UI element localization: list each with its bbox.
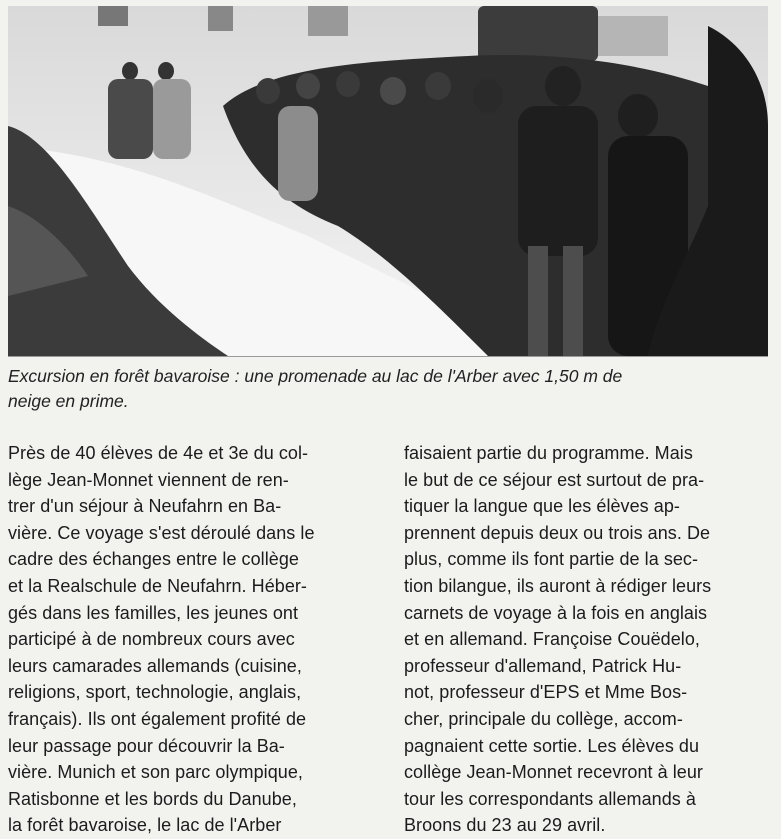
article-line: Broons du 23 au 29 avril. <box>404 815 606 836</box>
article-line: tion bilangue, ils auront à rédiger leurs <box>404 575 712 596</box>
article-line: prennent depuis deux ou trois ans. De <box>404 522 711 543</box>
article-line: Ratisbonne et les bords du Danube, <box>8 788 297 809</box>
news-photo <box>8 6 768 357</box>
article-line: not, professeur d'EPS et Mme Bos- <box>404 682 688 703</box>
article-line: trer d'un séjour à Neufahrn en Ba- <box>8 496 282 517</box>
caption-line-2: neige en prime. <box>8 391 129 411</box>
article-line: professeur d'allemand, Patrick Hu- <box>404 655 682 676</box>
article-line: cher, principale du collège, accom- <box>404 708 683 729</box>
article-line: et en allemand. Françoise Couëdelo, <box>404 629 700 650</box>
article-line: carnets de voyage à la fois en anglais <box>404 602 708 623</box>
article-line: collège Jean-Monnet recevront à leur <box>404 762 703 783</box>
article-line: tiquer la langue que les élèves ap- <box>404 496 680 517</box>
article-line: le but de ce séjour est surtout de pra- <box>404 469 705 490</box>
article-line: tour les correspondants allemands à <box>404 788 696 809</box>
article-column-left <box>8 440 380 839</box>
article-line: leur passage pour découvrir la Ba- <box>8 735 285 756</box>
photo-snow-excursion-icon <box>8 6 768 356</box>
caption-line-1: Excursion en forêt bavaroise : une promenade au lac de l'Arber avec 1,50 m de <box>8 366 623 386</box>
article-column-right <box>404 440 776 839</box>
photo-caption <box>8 364 770 414</box>
article-line: cadre des échanges entre le collège <box>8 549 299 570</box>
article-line: plus, comme ils font partie de la sec- <box>404 549 699 570</box>
article-line: la forêt bavaroise, le lac de l'Arber <box>8 815 282 836</box>
article-line: français). Ils ont également profité de <box>8 708 307 729</box>
article-line: Près de 40 élèves de 4e et 3e du col- <box>8 443 309 463</box>
article-line: participé à de nombreux cours avec <box>8 629 295 650</box>
article-line: faisaient partie du programme. Mais <box>404 443 693 463</box>
article-line: gés dans les familles, les jeunes ont <box>8 602 299 623</box>
article-line: religions, sport, technologie, anglais, <box>8 682 302 703</box>
article-line: et la Realschule de Neufahrn. Héber- <box>8 575 307 596</box>
article-line: lège Jean-Monnet viennent de ren- <box>8 469 289 490</box>
article-line: vière. Ce voyage s'est déroulé dans le <box>8 522 315 543</box>
article-line: vière. Munich et son parc olympique, <box>8 762 303 783</box>
article-line: pagnaient cette sortie. Les élèves du <box>404 735 700 756</box>
article-line: leurs camarades allemands (cuisine, <box>8 655 302 676</box>
